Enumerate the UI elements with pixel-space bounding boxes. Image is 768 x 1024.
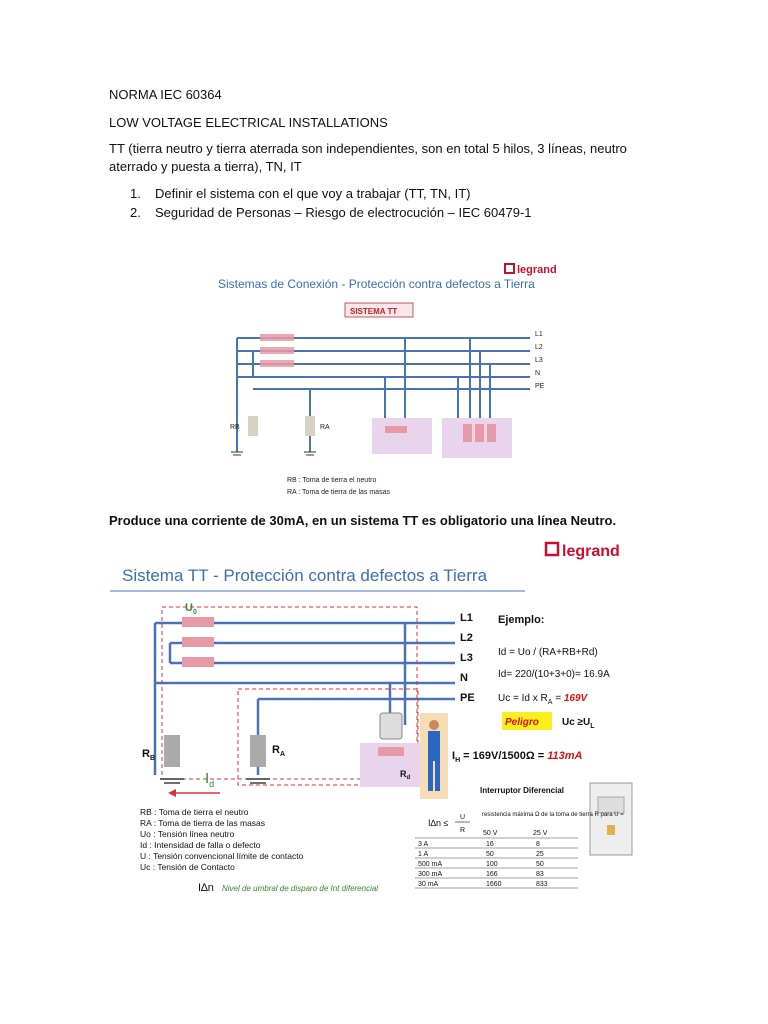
label-pe: PE [535,383,545,390]
table-cell: 1 A [418,851,429,858]
legend-item: Id : Intensidad de falla o defecto [140,840,261,850]
paragraph-tt: TT (tierra neutro y tierra aterrada son independientes, son en total 5 hilos, 3 líneas, neutro aterrado y puesta a tierra), TN, IT [109,141,627,174]
legend-item: U : Tensión convencional límite de contacto [140,851,304,861]
table-cell: 833 [536,881,548,888]
label-l1: L1 [535,331,543,338]
label-l3: L3 [460,652,473,664]
table-cell: 3 A [418,841,429,848]
label-id: $I_d$ [205,770,215,789]
legend-ra: RA : Toma de tierra de las masas [287,489,390,496]
legrand-logo [505,264,557,276]
ejemplo-formula-3: Uc = Id x $R_A = 169V$ [498,693,588,706]
table-cell: 500 mA [418,861,443,868]
table-col: 25 V [533,830,548,837]
table-cell: 8 [536,841,540,848]
brand-text: legrand [562,543,620,560]
table-cell: 166 [486,871,498,878]
table-cell: 50 [536,861,544,868]
label-u0: $U_0$ [185,602,197,616]
fuse-l3 [260,360,294,367]
resistor-rb [248,416,258,436]
resistor-ra [250,735,266,767]
list-item: 1. Definir el sistema con el que voy a trabajar (TT, TN, IT) [130,186,471,201]
figure-sistema-tt-proteccion [110,535,640,905]
ejemplo-title: Ejemplo: [498,614,545,626]
svg-text:R: R [460,827,466,834]
label-ra: $R_A$ [272,744,286,758]
ground-symbols [231,452,316,455]
resistor-rb [164,735,180,767]
table-cell: 30 mA [418,881,439,888]
ejemplo-formula-2: Id= 220/(10+3+0)= 16.9A [498,669,610,680]
table-cell: 16 [486,841,494,848]
legend [140,807,304,872]
table-cell: 1660 [486,881,502,888]
ejemplo-formula-1: Id = Uo / (RA+RB+Rd) [498,647,598,658]
fuse-l2 [260,347,294,354]
label-n: N [460,672,468,684]
table-cell: 83 [536,871,544,878]
person-icon [429,720,439,730]
legend-item: RB : Toma de tierra el neutro [140,807,249,817]
idn-symbol: I∆n [198,882,214,894]
table-cell: 25 [536,851,544,858]
sistema-tt-label: SISTEMA TT [350,307,398,316]
heading-low-voltage: LOW VOLTAGE ELECTRICAL INSTALLATIONS [109,115,388,130]
paragraph-30ma: Produce una corriente de 30mA, en un sistema TT es obligatorio una línea Neutro. [109,513,617,528]
idn-note: Nivel de umbral de disparo de Int diferencial [222,884,379,893]
numbered-list [130,184,532,222]
label-ra: RA [320,424,330,431]
brand-text: legrand [517,264,557,276]
load-1-element [385,426,407,433]
uc-comparison: $Uc \ge U_L$ [562,717,595,730]
interruptor-diferencial-device [590,783,632,855]
formula-idn: I∆n ≤ [428,818,449,828]
label-rb: RB [230,424,240,431]
legend-rb: RB : Toma de tierra el neutro [287,477,377,484]
legend-item: RA : Toma de tierra de las masas [140,818,266,828]
figure-title: Sistemas de Conexión - Protección contra defectos a Tierra [218,277,535,291]
legend-item: Uo : Tensión línea neutro [140,829,235,839]
interruptor-label: Interruptor Diferencial [480,786,565,795]
table-cell: 300 mA [418,871,443,878]
svg-text:U: U [460,814,466,821]
heading-norma: NORMA IEC 60364 [109,87,222,102]
resistor-ra [305,416,315,436]
load-1 [372,418,432,454]
figure-sistema-tt-diagram [205,258,570,500]
label-rd: $R_d$ [400,769,411,781]
rcd-device-icon [380,713,402,739]
table-cell: 50 [486,851,494,858]
label-n: N [535,370,541,377]
label-l3: L3 [535,357,543,364]
table-cell: 100 [486,861,498,868]
label-rb: $R_B$ [142,748,156,762]
fuse-l1 [260,334,294,341]
figure-title: Sistema TT - Protección contra defectos a Tierra [122,566,488,585]
label-pe: PE [460,692,475,704]
label-l2: L2 [460,632,473,644]
legend-item: Uc : Tensión de Contacto [140,862,235,872]
legrand-logo [546,543,620,560]
peligro-text: Peligro [505,717,539,728]
ground-symbols [160,779,270,783]
ih-formula: $I_H = 169V/1500\Omega = 113mA$ [452,750,583,764]
table-col: 50 V [483,830,498,837]
label-l2: L2 [535,344,543,351]
label-l1: L1 [460,612,473,624]
table-head: resistencia máxima Ω de la toma de tierra R para U = [482,812,624,818]
list-item: 2. Seguridad de Personas – Riesgo de electrocución – IEC 60479-1 [130,205,532,220]
